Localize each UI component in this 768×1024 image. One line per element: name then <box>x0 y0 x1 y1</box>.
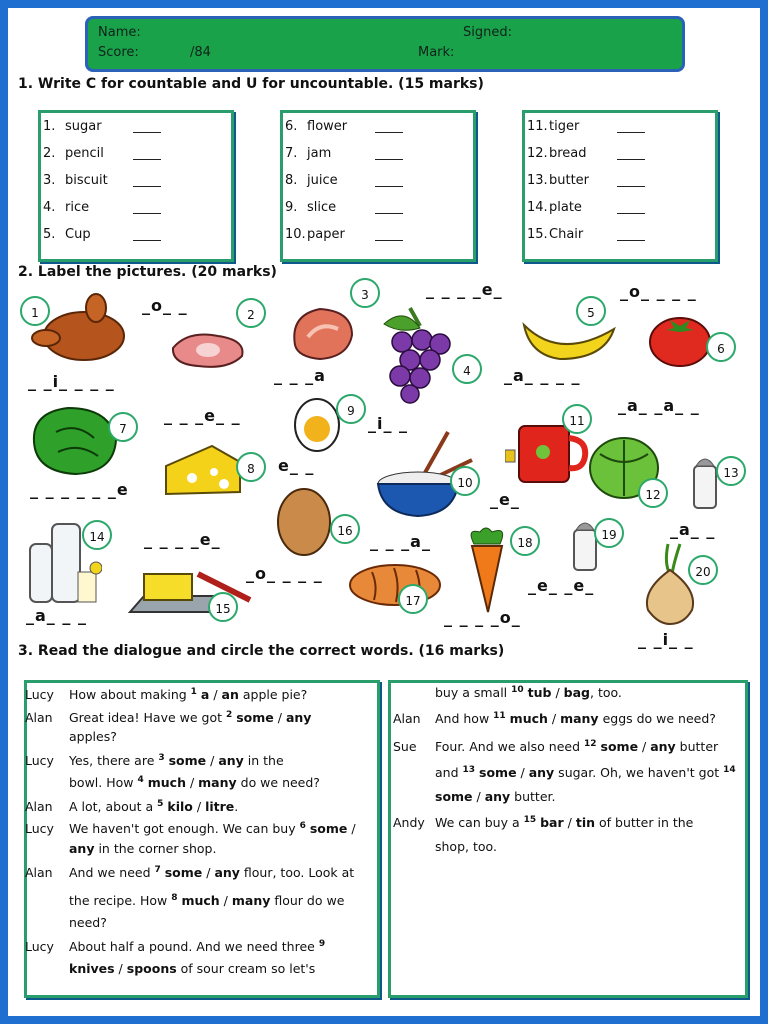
picture-number-2: 2 <box>236 298 266 328</box>
potato-picture <box>276 486 332 558</box>
choice-option[interactable]: many <box>198 775 237 791</box>
word-row <box>43 146 233 168</box>
bread-picture <box>348 562 442 608</box>
score-label: Score: <box>98 45 139 60</box>
word-row <box>285 200 475 222</box>
word-row <box>285 173 475 195</box>
word-text: jam <box>307 146 332 161</box>
label-clue: _ _i_ _ _ _ <box>28 372 115 391</box>
word-text: biscuit <box>65 173 108 188</box>
dialogue-line: bowl. How $^4$ much / many do we need? <box>69 775 320 791</box>
label-clue: _o_ _ <box>142 296 188 315</box>
choice-option[interactable]: any <box>528 765 555 781</box>
label-clue: _a_ _a_ _ <box>618 396 700 415</box>
label-clue: _i_ _ <box>368 414 409 433</box>
dialogue-line: We can buy a $^{15}$ bar / tin of butter in the <box>435 815 694 831</box>
speaker-name: Alan <box>25 865 53 880</box>
choice-option[interactable]: an <box>221 687 239 703</box>
gap-number: 15 <box>523 815 537 825</box>
grapes-picture <box>380 298 456 408</box>
picture-number-10: 10 <box>450 466 480 496</box>
label-clue: _a_ _ _ _ <box>504 366 581 385</box>
choice-option[interactable]: a <box>200 687 210 703</box>
picture-number-9: 9 <box>336 394 366 424</box>
picture-number-6: 6 <box>706 332 736 362</box>
word-row <box>527 227 717 249</box>
dialogue-line: apples? <box>69 729 117 744</box>
speaker-name: Alan <box>25 710 53 725</box>
picture-number-7: 7 <box>108 412 138 442</box>
gap-number: 8 <box>171 893 178 903</box>
gap-number: 6 <box>299 821 306 831</box>
gap-number: 11 <box>493 711 506 721</box>
word-box-3 <box>522 110 718 262</box>
choice-option[interactable]: kilo <box>167 799 193 815</box>
choice-option[interactable]: tin <box>575 815 596 831</box>
choice-option[interactable]: any <box>218 753 244 769</box>
gap-number: 10 <box>511 685 524 695</box>
speaker-name: Alan <box>25 799 53 814</box>
word-text: slice <box>307 200 337 215</box>
answer-blank[interactable] <box>133 213 161 214</box>
score-header <box>85 16 685 72</box>
picture-number-13: 13 <box>716 456 746 486</box>
choice-option[interactable]: some <box>309 821 348 837</box>
word-number: 15. <box>527 227 548 242</box>
picture-number-19: 19 <box>594 518 624 548</box>
choice-option[interactable]: spoons <box>126 961 177 976</box>
score-total: /84 <box>190 45 211 60</box>
dialogue-left-box <box>24 680 380 998</box>
dialogue-line: About half a pound. And we need three $^9$ <box>69 939 326 955</box>
choice-option[interactable]: much <box>509 711 548 727</box>
word-text: flower <box>307 119 348 134</box>
answer-blank[interactable] <box>617 132 645 133</box>
word-row <box>285 146 475 168</box>
picture-number-14: 14 <box>82 520 112 550</box>
gap-number: 9 <box>318 939 326 949</box>
dialogue-line: buy a small $^{10}$ tub / bag, too. <box>435 685 622 701</box>
answer-blank[interactable] <box>375 159 403 160</box>
word-number: 4. <box>43 200 56 215</box>
gap-number: 14 <box>723 765 736 775</box>
steak-picture <box>168 328 248 372</box>
answer-blank[interactable] <box>133 240 161 241</box>
choice-option[interactable]: many <box>231 893 271 909</box>
picture-number-17: 17 <box>398 584 428 614</box>
dialogue-line: knives / spoons of sour cream so let's <box>69 961 316 976</box>
word-row <box>43 119 233 141</box>
choice-option[interactable]: any <box>650 739 676 755</box>
label-clue: _ _ _a <box>274 366 326 385</box>
answer-blank[interactable] <box>617 213 645 214</box>
gap-number: 5 <box>157 799 164 809</box>
choice-option[interactable]: any <box>484 789 511 804</box>
word-number: 3. <box>43 173 56 188</box>
answer-blank[interactable] <box>617 186 645 187</box>
choice-option[interactable]: bar <box>540 815 564 831</box>
gap-number: 4 <box>137 775 144 785</box>
gap-number: 3 <box>158 753 165 763</box>
picture-number-1: 1 <box>20 296 50 326</box>
word-text: butter <box>549 173 590 188</box>
word-row <box>285 119 475 141</box>
speaker-name: Lucy <box>25 753 54 768</box>
speaker-name: Sue <box>393 739 417 754</box>
label-clue: _ _ _ _ _ _e <box>30 480 129 499</box>
word-number: 2. <box>43 146 56 161</box>
name-label: Name: <box>98 25 141 40</box>
word-number: 11. <box>527 119 548 134</box>
dialogue-line: need? <box>69 915 107 930</box>
word-text: paper <box>307 227 345 242</box>
picture-number-18: 18 <box>510 526 540 556</box>
label-clue: _a_ _ _ <box>26 606 87 625</box>
dialogue-line: And we need $^7$ some / any flour, too. Look at <box>69 865 355 881</box>
word-number: 13. <box>527 173 548 188</box>
label-clue: _e_ _e_ <box>528 576 595 595</box>
word-number: 7. <box>285 146 298 161</box>
picture-number-20: 20 <box>688 555 718 585</box>
gap-number: 12 <box>584 739 597 749</box>
picture-number-3: 3 <box>350 278 380 308</box>
onion-picture <box>640 540 700 626</box>
label-clue: _o_ _ _ _ <box>620 282 697 301</box>
dialogue-line: Four. And we also need $^{12}$ some / any butter <box>435 739 719 755</box>
word-row <box>527 146 717 168</box>
choice-option[interactable]: any <box>214 865 240 881</box>
salt-shaker-picture <box>688 450 722 512</box>
choice-option[interactable]: litre <box>205 799 235 815</box>
dialogue-line: the recipe. How $^8$ much / many flour do we <box>69 893 345 909</box>
dialogue-line: How about making $^1$ a / an apple pie? <box>69 687 308 703</box>
speaker-name: Andy <box>393 815 425 830</box>
section2-title: 2. Label the pictures. (20 marks) <box>18 264 277 280</box>
dialogue-right-box <box>388 680 748 998</box>
picture-number-11: 11 <box>562 404 592 434</box>
cheese-picture <box>162 442 244 498</box>
label-clue: _e_ <box>490 490 520 509</box>
dialogue-line: We haven't got enough. We can buy $^6$ some / <box>69 821 356 837</box>
word-text: sugar <box>65 119 102 134</box>
answer-blank[interactable] <box>375 213 403 214</box>
mark-label: Mark: <box>418 45 455 60</box>
answer-blank[interactable] <box>617 240 645 241</box>
word-row <box>527 119 717 141</box>
signed-label: Signed: <box>463 25 512 40</box>
gap-number: 2 <box>225 710 233 720</box>
word-row <box>43 227 233 249</box>
label-clue: _ _ _e_ _ <box>164 406 241 425</box>
choice-option[interactable]: tub <box>527 685 552 701</box>
label-clue: _a_ _ <box>670 520 716 539</box>
speaker-name: Lucy <box>25 939 54 954</box>
answer-blank[interactable] <box>375 186 403 187</box>
answer-blank[interactable] <box>375 132 403 133</box>
gap-number: 13 <box>462 765 476 775</box>
choice-option[interactable]: some <box>164 865 203 881</box>
word-text: Chair <box>549 227 584 242</box>
picture-number-5: 5 <box>576 296 606 326</box>
carrot-picture <box>456 524 518 614</box>
lettuce-picture <box>28 402 122 478</box>
label-clue: _ _i_ _ <box>638 630 694 649</box>
word-number: 10. <box>285 227 306 242</box>
label-clue: _ _ _ _e_ <box>426 280 503 299</box>
answer-blank[interactable] <box>375 240 403 241</box>
label-clue: _ _ _a_ <box>370 532 431 551</box>
choice-option[interactable]: many <box>560 711 599 727</box>
choice-option[interactable]: some <box>168 753 207 769</box>
section3-title: 3. Read the dialogue and circle the correct words. (16 marks) <box>18 643 505 659</box>
answer-blank[interactable] <box>133 132 161 133</box>
word-row <box>43 200 233 222</box>
choice-option[interactable]: some <box>435 789 473 804</box>
word-row <box>527 200 717 222</box>
choice-option[interactable]: any <box>69 841 95 856</box>
word-text: rice <box>65 200 90 215</box>
choice-option[interactable]: any <box>285 710 312 726</box>
answer-blank[interactable] <box>133 159 161 160</box>
word-text: pencil <box>65 146 104 161</box>
word-text: plate <box>549 200 582 215</box>
choice-option[interactable]: some <box>236 710 274 726</box>
word-number: 6. <box>285 119 298 134</box>
word-box-2 <box>280 110 476 262</box>
choice-option[interactable]: some <box>600 739 639 755</box>
word-number: 9. <box>285 200 298 215</box>
label-clue: _ _ _ _e_ <box>144 530 221 549</box>
dialogue-line: some / any butter. <box>435 789 556 804</box>
picture-number-16: 16 <box>330 514 360 544</box>
gap-number: 7 <box>154 865 161 875</box>
dialogue-line: Great idea! Have we got $^2$ some / any <box>69 710 312 726</box>
answer-blank[interactable] <box>133 186 161 187</box>
label-clue: _ _ _ _o_ <box>444 608 521 627</box>
picture-number-15: 15 <box>208 592 238 622</box>
choice-option[interactable]: much <box>147 775 186 791</box>
gap-number: 1 <box>190 687 197 697</box>
word-number: 12. <box>527 146 548 161</box>
dialogue-line: and $^{13}$ some / any sugar. Oh, we haven't got $^{14}$ <box>435 765 736 781</box>
word-number: 5. <box>43 227 56 242</box>
word-row <box>43 173 233 195</box>
section1-title: 1. Write C for countable and U for uncountable. (15 marks) <box>18 76 484 92</box>
picture-number-12: 12 <box>638 478 668 508</box>
dialogue-line: And how $^{11}$ much / many eggs do we need? <box>435 711 716 727</box>
picture-number-8: 8 <box>236 452 266 482</box>
speaker-name: Alan <box>393 711 421 726</box>
speaker-name: Lucy <box>25 687 54 702</box>
dialogue-line: Yes, there are $^3$ some / any in the <box>69 753 284 769</box>
word-number: 1. <box>43 119 56 134</box>
word-box-1 <box>38 110 234 262</box>
banana-picture <box>520 315 620 365</box>
answer-blank[interactable] <box>617 159 645 160</box>
choice-option[interactable]: knives <box>69 961 115 976</box>
word-text: tiger <box>549 119 580 134</box>
ham-picture <box>290 305 358 363</box>
word-text: Cup <box>65 227 91 242</box>
word-row <box>285 227 475 249</box>
dialogue-line: A lot, about a $^5$ kilo / litre. <box>69 799 239 815</box>
word-number: 8. <box>285 173 298 188</box>
word-text: bread <box>549 146 587 161</box>
speaker-name: Lucy <box>25 821 54 836</box>
label-clue: _o_ _ _ _ <box>246 564 323 583</box>
label-clue: e_ _ <box>278 456 315 475</box>
dialogue-line: any in the corner shop. <box>69 841 217 856</box>
word-number: 14. <box>527 200 548 215</box>
choice-option[interactable]: some <box>479 765 517 781</box>
word-row <box>527 173 717 195</box>
word-text: juice <box>307 173 338 188</box>
picture-number-4: 4 <box>452 354 482 384</box>
choice-option[interactable]: much <box>181 893 220 909</box>
dialogue-line: shop, too. <box>435 839 497 854</box>
choice-option[interactable]: bag <box>563 685 590 701</box>
egg-picture <box>292 395 342 453</box>
tomato-picture <box>648 308 712 368</box>
